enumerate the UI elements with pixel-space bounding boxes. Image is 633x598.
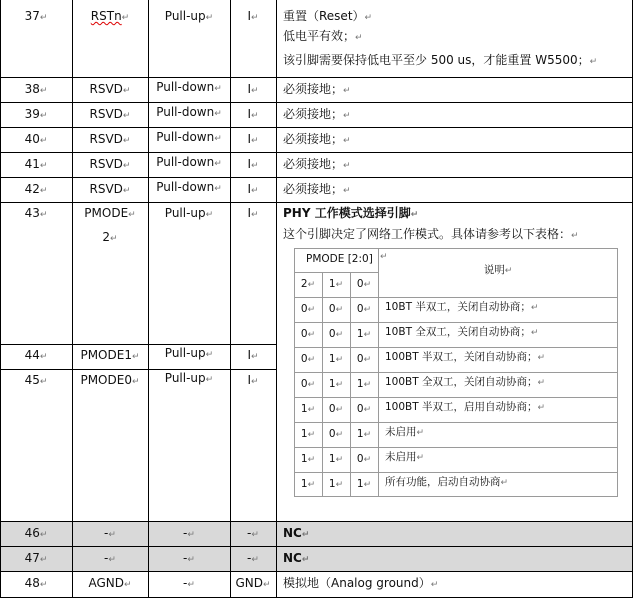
- pin-pull: Pull-up↵: [164, 346, 214, 360]
- pmode-bit-header: 1↵: [328, 278, 344, 290]
- pin-name: RSTn↵: [90, 9, 130, 23]
- pmode-bit: 1↵: [300, 478, 316, 490]
- pin-number: 43↵: [24, 206, 48, 220]
- pmode-bit: 0↵: [328, 328, 344, 340]
- grid-row-line: [0, 127, 633, 128]
- pmode-mode-desc: 100BT 半双工，启用自动协商；↵: [385, 401, 546, 413]
- pin-type: -↵: [247, 551, 259, 565]
- pmode-header-mark: ↵: [380, 252, 388, 262]
- pin-pull: Pull-up↵: [164, 206, 214, 220]
- pin-pull: Pull-up↵: [164, 371, 214, 385]
- pmode-bit: 1↵: [300, 453, 316, 465]
- pmode-table-line: [294, 322, 618, 323]
- pin-description: 必须接地；↵: [283, 107, 351, 121]
- pin-pull: Pull-down↵: [156, 130, 222, 144]
- pin-type: -↵: [247, 526, 259, 540]
- pin-description: NC↵: [283, 526, 310, 540]
- pin-name: PMODE0↵: [80, 373, 140, 387]
- pin-number: 37↵: [24, 9, 48, 23]
- pmode-desc-header: 说明↵: [483, 264, 513, 276]
- pin-name-line-2: 2↵: [102, 230, 118, 244]
- pmode-table-line: [294, 447, 618, 448]
- grid-row-line: [0, 102, 633, 103]
- pmode-mode-desc: 10BT 全双工，关闭自动协商；↵: [385, 326, 539, 338]
- pmode-bit: 1↵: [356, 478, 372, 490]
- pin-type: I↵: [247, 9, 259, 23]
- pin-type: I↵: [247, 157, 259, 171]
- pin-name: AGND↵: [88, 576, 132, 590]
- pin-number: 38↵: [24, 82, 48, 96]
- pin-description: 模拟地（Analog ground）↵: [283, 576, 439, 590]
- pin-number: 41↵: [24, 157, 48, 171]
- pin-pull: Pull-down↵: [156, 155, 222, 169]
- pmode-mode-desc: 未启用↵: [385, 451, 425, 463]
- pin-name: PMODE1↵: [80, 348, 140, 362]
- pin-type: GND↵: [235, 576, 271, 590]
- pin-name: PMODE↵: [84, 206, 136, 220]
- pmode-bit: 1↵: [356, 328, 372, 340]
- grid-row-line: [0, 177, 633, 178]
- pin-type: I↵: [247, 348, 259, 362]
- pin-number: 46↵: [24, 526, 48, 540]
- pmode-bit: 0↵: [300, 353, 316, 365]
- pin-type: I↵: [247, 132, 259, 146]
- grid-row-line: [0, 546, 633, 547]
- pmode-mode-desc: 100BT 全双工，关闭自动协商；↵: [385, 376, 546, 388]
- pmode-table-line: [294, 496, 618, 497]
- pin-description: 必须接地；↵: [283, 82, 351, 96]
- grid-col-line-4: [276, 0, 277, 598]
- pmode-bit: 1↵: [300, 428, 316, 440]
- pin-pull: Pull-down↵: [156, 80, 222, 94]
- pmode-table-line: [294, 397, 618, 398]
- pmode-bit: 0↵: [300, 303, 316, 315]
- pmode-bit: 0↵: [300, 328, 316, 340]
- pmode-mode-desc: 所有功能，启动自动协商↵: [385, 476, 509, 488]
- pmode-bit: 0↵: [328, 303, 344, 315]
- pin-type: I↵: [247, 82, 259, 96]
- pin-name: RSVD↵: [89, 132, 131, 146]
- pmode-bit-header: 0↵: [356, 278, 372, 290]
- pin-number: 45↵: [24, 373, 48, 387]
- pin-name: RSVD↵: [89, 182, 131, 196]
- pmode-table-line: [294, 422, 618, 423]
- pmode-table-line: [294, 248, 618, 249]
- pin-description: NC↵: [283, 551, 310, 565]
- pin-pull: -↵: [183, 526, 195, 540]
- pmode-mode-desc: 100BT 半双工，关闭自动协商；↵: [385, 351, 546, 363]
- pmode-bit: 0↵: [356, 453, 372, 465]
- pmode-bit: 1↵: [300, 403, 316, 415]
- pmode-bit: 0↵: [328, 428, 344, 440]
- pmode-table-line: [294, 297, 618, 298]
- pin-type: I↵: [247, 182, 259, 196]
- pin-number: 40↵: [24, 132, 48, 146]
- pin-pull: -↵: [183, 551, 195, 565]
- pin-number: 47↵: [24, 551, 48, 565]
- pmode-table-line: [294, 372, 618, 373]
- pin-pull: Pull-down↵: [156, 105, 222, 119]
- pin-description: 必须接地；↵: [283, 132, 351, 146]
- grid-row-line: [0, 344, 277, 345]
- pmode-bit: 1↵: [328, 453, 344, 465]
- pin-name: RSVD↵: [89, 157, 131, 171]
- grid-row-line: [0, 521, 633, 522]
- pmode-mode-desc: 10BT 半双工，关闭自动协商；↵: [385, 301, 539, 313]
- pin-type: I↵: [247, 373, 259, 387]
- pin-description: 该引脚需要保持低电平至少 500 us，才能重置 W5500；↵: [283, 53, 598, 67]
- pin-description: 这个引脚决定了网络工作模式。具体请参考以下表格：↵: [283, 227, 579, 241]
- pmode-table-line: [294, 347, 618, 348]
- pin-description: 低电平有效；↵: [283, 29, 363, 43]
- pmode-bit: 1↵: [328, 353, 344, 365]
- grid-row-line: [0, 77, 633, 78]
- pmode-bit: 0↵: [300, 378, 316, 390]
- pmode-bit: 0↵: [356, 303, 372, 315]
- pin-name: -↵: [104, 526, 116, 540]
- pmode-bit: 0↵: [356, 403, 372, 415]
- pin-description: 必须接地；↵: [283, 157, 351, 171]
- pmode-table-line: [294, 272, 379, 273]
- grid-row-line: [0, 369, 277, 370]
- pin-description-title: PHY 工作模式选择引脚↵: [283, 206, 419, 220]
- pin-name: -↵: [104, 551, 116, 565]
- grid-row-line: [0, 571, 633, 572]
- pin-type: I↵: [247, 206, 259, 220]
- pin-number: 48↵: [24, 576, 48, 590]
- pin-description: 重置（Reset）↵: [283, 9, 373, 23]
- pin-pull: Pull-up↵: [164, 9, 214, 23]
- grid-row-line: [0, 202, 633, 203]
- pmode-bit: 1↵: [328, 378, 344, 390]
- pin-name: RSVD↵: [89, 107, 131, 121]
- pmode-mode-desc: 未启用↵: [385, 426, 425, 438]
- pin-description: 必须接地；↵: [283, 182, 351, 196]
- pmode-bit: 1↵: [356, 428, 372, 440]
- pmode-bit: 0↵: [356, 353, 372, 365]
- pin-name: RSVD↵: [89, 82, 131, 96]
- pmode-bit-header: 2↵: [300, 278, 316, 290]
- pmode-bit: 1↵: [356, 378, 372, 390]
- pin-number: 44↵: [24, 348, 48, 362]
- pin-type: I↵: [247, 107, 259, 121]
- pmode-header: PMODE [2:0]: [306, 253, 373, 265]
- pmode-table-line: [294, 472, 618, 473]
- pmode-bit: 0↵: [328, 403, 344, 415]
- pin-pull: Pull-down↵: [156, 180, 222, 194]
- pin-number: 39↵: [24, 107, 48, 121]
- pmode-bit: 1↵: [328, 478, 344, 490]
- grid-row-line: [0, 152, 633, 153]
- pin-pull: -↵: [183, 576, 195, 590]
- pin-number: 42↵: [24, 182, 48, 196]
